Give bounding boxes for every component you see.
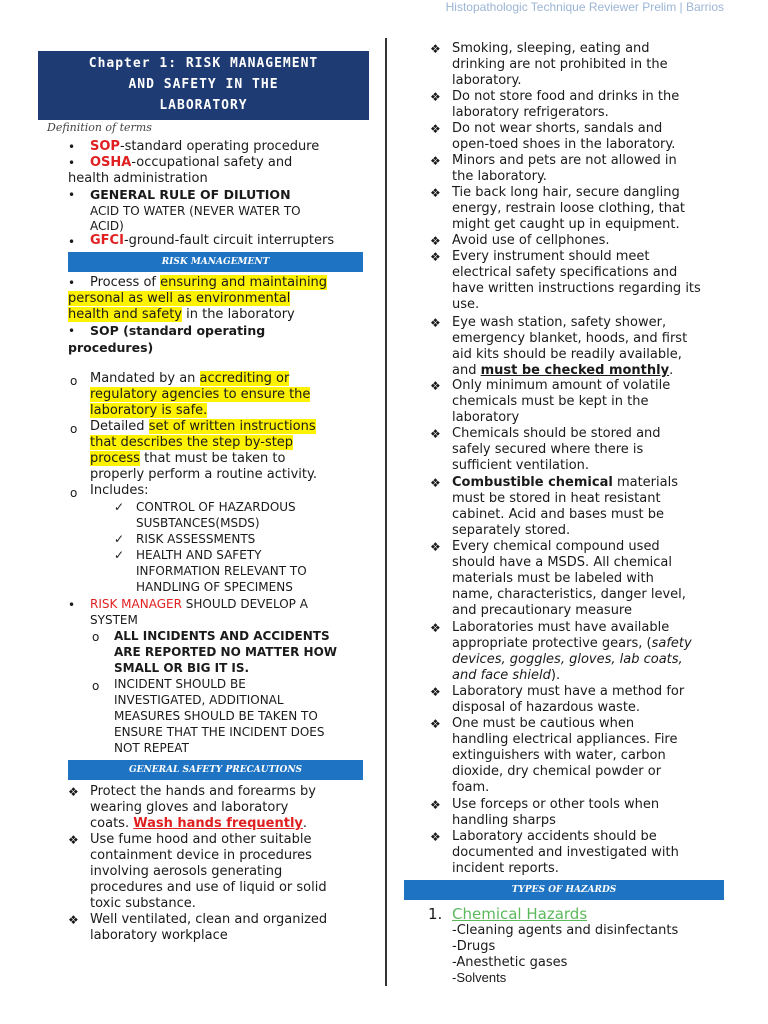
precaution-line: cabinet. Acid and bases must be bbox=[452, 507, 665, 522]
precaution-line: open-toed shoes in the laboratory. bbox=[452, 137, 676, 152]
precaution-line: Use forceps or other tools when bbox=[452, 797, 660, 812]
precaution-line: emergency blanket, hoods, and first bbox=[452, 331, 688, 346]
rm-incident: MEASURES SHOULD BE TAKEN TO bbox=[114, 709, 318, 723]
circle-bullet: o bbox=[92, 679, 100, 693]
precaution-line: and face shield). bbox=[452, 668, 561, 683]
sop-detailed: Detailed set of written instructions bbox=[90, 419, 316, 434]
diamond-bullet-icon: ❖ bbox=[430, 90, 441, 104]
diamond-bullet-icon: ❖ bbox=[430, 540, 441, 554]
precaution-line: incident reports. bbox=[452, 861, 559, 876]
section-risk-management: RISK MANAGEMENT bbox=[68, 252, 363, 272]
precaution-line: Avoid use of cellphones. bbox=[452, 233, 610, 248]
def-sop: SOP-standard operating procedure bbox=[90, 139, 320, 154]
diamond-bullet-icon: ❖ bbox=[430, 476, 441, 490]
sop-detailed-cont: process that must be taken to bbox=[90, 451, 286, 466]
chapter-title-line: Chapter 1: RISK MANAGEMENT bbox=[88, 56, 319, 71]
precaution-line: aid kits should be readily available, bbox=[452, 347, 682, 362]
precaution-line: disposal of hazardous waste. bbox=[452, 700, 641, 715]
precaution-line: separately stored. bbox=[452, 523, 571, 538]
chapter-title-line: LABORATORY bbox=[159, 98, 248, 113]
diamond-bullet-icon: ❖ bbox=[430, 250, 441, 264]
sop-mandated-cont: regulatory agencies to ensure the bbox=[90, 387, 311, 402]
precaution-line: and precautionary measure bbox=[452, 603, 632, 618]
safety-item: Use fume hood and other suitable bbox=[90, 832, 312, 847]
precaution-line: appropriate protective gears, (safety bbox=[452, 636, 692, 651]
include-item: INFORMATION RELEVANT TO bbox=[136, 564, 307, 578]
risk-sop-cont: procedures) bbox=[68, 340, 154, 355]
def-dilution: GENERAL RULE OF DILUTION bbox=[90, 187, 291, 202]
hazard-item: -Solvents bbox=[452, 970, 507, 985]
chapter-title-line: AND SAFETY IN THE bbox=[128, 77, 279, 92]
precaution-line: Eye wash station, safety shower, bbox=[452, 315, 667, 330]
precaution-line: Tie back long hair, secure dangling bbox=[452, 185, 680, 200]
checkmark-icon: ✓ bbox=[114, 532, 125, 546]
sop-detailed-cont: that describes the step by-step bbox=[90, 435, 294, 450]
def-dilution-text: ACID TO WATER (NEVER WATER TO bbox=[90, 204, 301, 218]
precaution-line: devices, goggles, gloves, lab coats, bbox=[452, 652, 683, 667]
precaution-line: documented and investigated with bbox=[452, 845, 679, 860]
rm-incident: INVESTIGATED, ADDITIONAL bbox=[114, 693, 284, 707]
circle-bullet: o bbox=[70, 374, 78, 388]
precaution-line: chemicals must be kept in the bbox=[452, 394, 649, 409]
risk-process-cont: personal as well as environmental bbox=[68, 291, 291, 306]
include-item: HANDLING OF SPECIMENS bbox=[136, 580, 293, 594]
circle-bullet: o bbox=[70, 486, 78, 500]
precaution-line: Minors and pets are not allowed in bbox=[452, 153, 677, 168]
sop-mandated-cont: laboratory is safe. bbox=[90, 403, 208, 418]
rm-accidents: ARE REPORTED NO MATTER HOW bbox=[114, 645, 338, 659]
precaution-line: Only minimum amount of volatile bbox=[452, 378, 671, 393]
precaution-line: laboratory refrigerators. bbox=[452, 105, 609, 120]
precaution-line: Laboratories must have available bbox=[452, 620, 670, 635]
diamond-bullet-icon: ❖ bbox=[68, 833, 79, 847]
precaution-line: Combustible chemical materials bbox=[452, 475, 678, 490]
rm-incident: INCIDENT SHOULD BE bbox=[114, 677, 246, 691]
diamond-bullet-icon: ❖ bbox=[430, 427, 441, 441]
precaution-line: Smoking, sleeping, eating and bbox=[452, 41, 650, 56]
hazard-item: -Anesthetic gases bbox=[452, 955, 568, 970]
precaution-line: safely secured where there is bbox=[452, 442, 644, 457]
diamond-bullet-icon: ❖ bbox=[430, 316, 441, 330]
safety-item: coats. Wash hands frequently. bbox=[90, 816, 308, 831]
sop-detailed-cont: properly perform a routine activity. bbox=[90, 467, 317, 482]
section-types-of-hazards: TYPES OF HAZARDS bbox=[404, 880, 724, 900]
checkmark-icon: ✓ bbox=[114, 500, 125, 514]
risk-sop: SOP (standard operating bbox=[90, 323, 266, 338]
precaution-line: dioxide, dry chemical powder or bbox=[452, 764, 662, 779]
hazard-item: -Drugs bbox=[452, 939, 496, 954]
risk-process-cont: health and safety in the laboratory bbox=[68, 307, 295, 322]
precaution-line: the laboratory. bbox=[452, 169, 547, 184]
diamond-bullet-icon: ❖ bbox=[430, 154, 441, 168]
precaution-line: have written instructions regarding its bbox=[452, 281, 701, 296]
safety-item: laboratory workplace bbox=[90, 928, 228, 943]
diamond-bullet-icon: ❖ bbox=[430, 798, 441, 812]
section-general-safety: GENERAL SAFETY PRECAUTIONS bbox=[68, 760, 363, 780]
precaution-line: foam. bbox=[452, 780, 490, 795]
include-item: RISK ASSESSMENTS bbox=[136, 532, 256, 546]
safety-item: wearing gloves and laboratory bbox=[90, 800, 289, 815]
def-gfci: GFCI-ground-fault circuit interrupters bbox=[90, 233, 335, 248]
precaution-line: Chemicals should be stored and bbox=[452, 426, 661, 441]
precaution-line: energy, restrain loose clothing, that bbox=[452, 201, 686, 216]
bullet-dot: • bbox=[68, 598, 76, 612]
precaution-line: sufficient ventilation. bbox=[452, 458, 590, 473]
precaution-line: Laboratory must have a method for bbox=[452, 684, 685, 699]
precaution-line: must be stored in heat resistant bbox=[452, 491, 661, 506]
bullet-dot: • bbox=[68, 156, 76, 170]
rm-incident: NOT REPEAT bbox=[114, 741, 189, 755]
rm-accidents: ALL INCIDENTS AND ACCIDENTS bbox=[114, 629, 330, 643]
chapter-title-box bbox=[38, 51, 369, 120]
diamond-bullet-icon: ❖ bbox=[430, 42, 441, 56]
diamond-bullet-icon: ❖ bbox=[68, 913, 79, 927]
risk-manager-cont: SYSTEM bbox=[90, 613, 138, 627]
precaution-line: electrical safety specifications and bbox=[452, 265, 678, 280]
sop-includes: Includes: bbox=[90, 483, 149, 498]
bullet-dot: • bbox=[68, 324, 76, 338]
rm-accidents: SMALL OR BIG IT IS. bbox=[114, 661, 250, 675]
hazard-number: 1. bbox=[428, 905, 443, 923]
bullet-dot: • bbox=[68, 276, 76, 290]
diamond-bullet-icon: ❖ bbox=[430, 122, 441, 136]
precaution-line: use. bbox=[452, 297, 480, 312]
diamond-bullet-icon: ❖ bbox=[430, 685, 441, 699]
precaution-line: Laboratory accidents should be bbox=[452, 829, 657, 844]
precaution-line: laboratory bbox=[452, 410, 520, 425]
rm-incident: ENSURE THAT THE INCIDENT DOES bbox=[114, 725, 325, 739]
circle-bullet: o bbox=[92, 630, 100, 644]
precaution-line: Do not store food and drinks in the bbox=[452, 89, 680, 104]
precaution-line: and must be checked monthly. bbox=[452, 363, 674, 378]
precaution-line: handling sharps bbox=[452, 813, 556, 828]
include-item: CONTROL OF HAZARDOUS bbox=[136, 500, 296, 514]
hazard-chemical-link[interactable]: Chemical Hazards bbox=[452, 905, 588, 923]
column-divider bbox=[385, 38, 387, 986]
precaution-line: One must be cautious when bbox=[452, 716, 635, 731]
diamond-bullet-icon: ❖ bbox=[430, 379, 441, 393]
def-osha: OSHA-occupational safety and bbox=[90, 155, 293, 170]
safety-item: Protect the hands and forearms by bbox=[90, 784, 316, 799]
diamond-bullet-icon: ❖ bbox=[430, 717, 441, 731]
precaution-line: handling electrical appliances. Fire bbox=[452, 732, 678, 747]
bullet-dot: • bbox=[68, 140, 76, 154]
circle-bullet: o bbox=[70, 422, 78, 436]
precaution-line: extinguishers with water, carbon bbox=[452, 748, 666, 763]
def-osha-cont: health administration bbox=[68, 171, 208, 186]
diamond-bullet-icon: ❖ bbox=[430, 830, 441, 844]
bullet-dot: • bbox=[68, 235, 76, 249]
bullet-dot: • bbox=[68, 188, 76, 202]
risk-manager: RISK MANAGER SHOULD DEVELOP A bbox=[90, 597, 308, 611]
precaution-line: name, characteristics, danger level, bbox=[452, 587, 686, 602]
safety-item: procedures and use of liquid or solid bbox=[90, 880, 327, 895]
precaution-line: should have a MSDS. All chemical bbox=[452, 555, 672, 570]
precaution-line: drinking are not prohibited in the bbox=[452, 57, 668, 72]
hazard-item: -Cleaning agents and disinfectants bbox=[452, 923, 679, 938]
def-dilution-text: ACID) bbox=[90, 219, 124, 233]
precaution-line: Every chemical compound used bbox=[452, 539, 660, 554]
precaution-line: laboratory. bbox=[452, 73, 522, 88]
risk-process: Process of ensuring and maintaining bbox=[90, 275, 328, 290]
precaution-line: materials must be labeled with bbox=[452, 571, 654, 586]
safety-item: Well ventilated, clean and organized bbox=[90, 912, 328, 927]
precaution-line: might get caught up in equipment. bbox=[452, 217, 680, 232]
include-item: SUSBTANCES(MSDS) bbox=[136, 516, 260, 530]
checkmark-icon: ✓ bbox=[114, 548, 125, 562]
precaution-line: Every instrument should meet bbox=[452, 249, 650, 264]
safety-item: toxic substance. bbox=[90, 896, 196, 911]
document-header: Histopathologic Technique Reviewer Prelim | Barrios bbox=[445, 0, 724, 14]
precaution-line: Do not wear shorts, sandals and bbox=[452, 121, 663, 136]
diamond-bullet-icon: ❖ bbox=[430, 621, 441, 635]
safety-item: involving aerosols generating bbox=[90, 864, 283, 879]
diamond-bullet-icon: ❖ bbox=[68, 785, 79, 799]
definition-heading: Definition of terms bbox=[47, 121, 152, 134]
safety-item: containment device in procedures bbox=[90, 848, 312, 863]
include-item: HEALTH AND SAFETY bbox=[136, 548, 262, 562]
diamond-bullet-icon: ❖ bbox=[430, 234, 441, 248]
sop-mandated: Mandated by an accrediting or bbox=[90, 371, 290, 386]
diamond-bullet-icon: ❖ bbox=[430, 186, 441, 200]
